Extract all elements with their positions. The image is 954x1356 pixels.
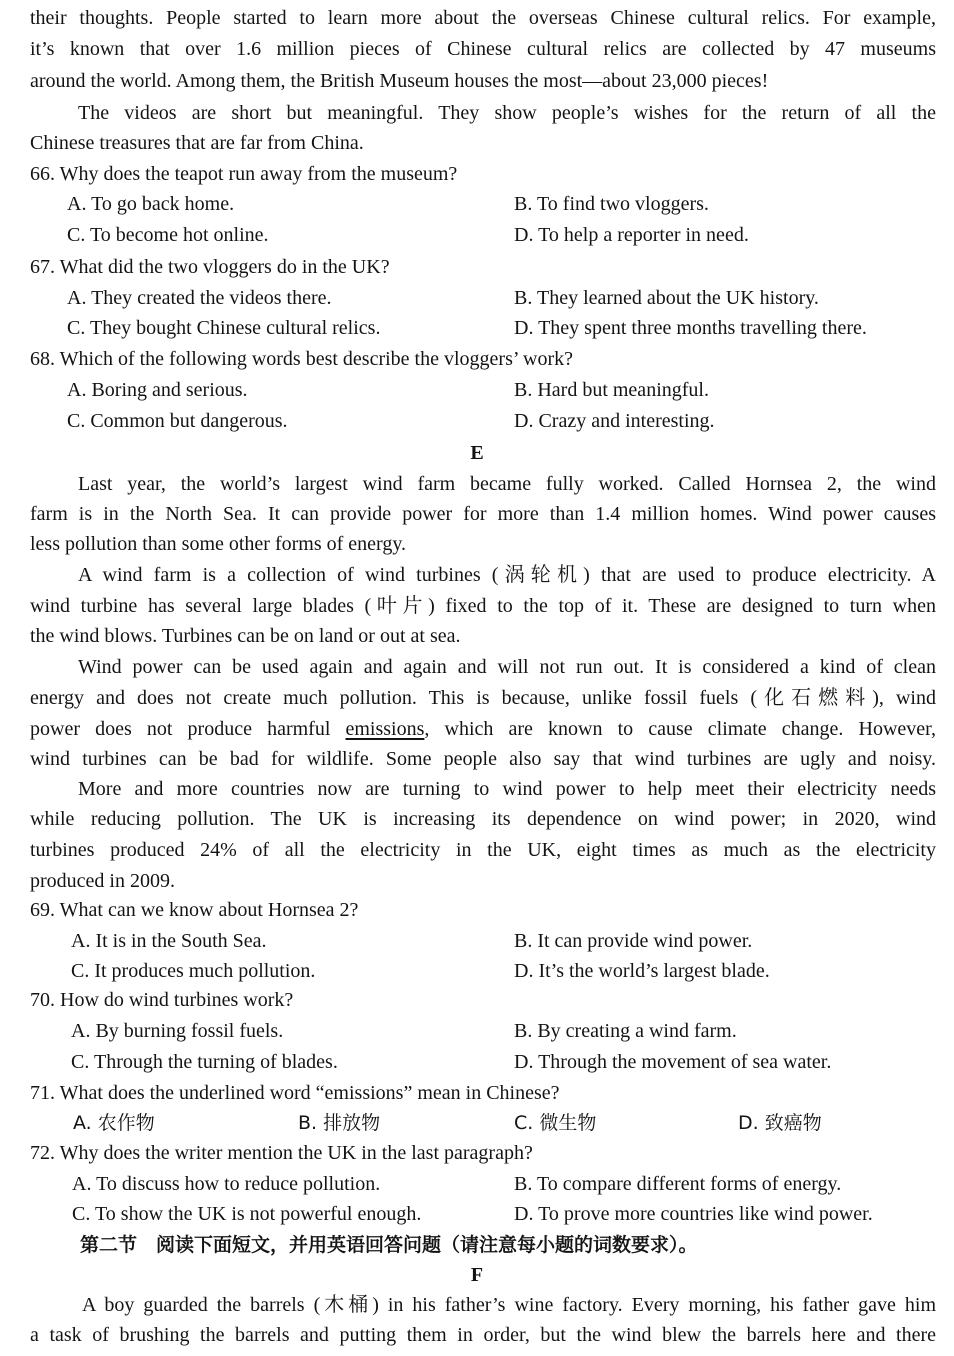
passage-d-line: Chinese treasures that are far from China. <box>30 132 364 154</box>
passage-d-line: their thoughts. People started to learn more about the overseas Chinese cultural relics. For example, <box>30 7 936 29</box>
passage-e-line: turbines produced 24% of all the electricity in the UK, eight times as much as the electricity <box>30 839 936 861</box>
option-69-d: D. It’s the world’s largest blade. <box>514 960 770 982</box>
passage-d-line: The videos are short but meaningful. They show people’s wishes for the return of all the <box>78 102 936 124</box>
passage-e-line: wind turbine has several large blades (叶片) fixed to the top of it. These are designed to turn when <box>30 595 936 617</box>
option-67-d: D. They spent three months travelling there. <box>514 317 867 339</box>
passage-e-line: A wind farm is a collection of wind turbines (涡轮机) that are used to produce electricity. A <box>78 564 936 586</box>
section-e-heading: E <box>470 442 484 464</box>
passage-e-line: wind turbines can be bad for wildlife. Some people also say that wind turbines are ugly and noisy. <box>30 748 936 770</box>
option-69-b: B. It can provide wind power. <box>514 930 753 952</box>
passage-e-line: More and more countries now are turning to wind power to help meet their electricity needs <box>78 778 936 800</box>
option-71-a: A. 农作物 <box>73 1112 155 1134</box>
option-71-c: C. 微生物 <box>514 1112 597 1134</box>
option-70-c: C. Through the turning of blades. <box>71 1051 338 1073</box>
option-71-b: B. 排放物 <box>298 1112 381 1134</box>
option-67-a: A. They created the videos there. <box>67 287 332 309</box>
question-69: 69. What can we know about Hornsea 2? <box>30 899 359 921</box>
question-70: 70. How do wind turbines work? <box>30 989 294 1011</box>
option-72-c: C. To show the UK is not powerful enough. <box>72 1203 422 1225</box>
passage-e-line: less pollution than some other forms of energy. <box>30 533 407 555</box>
question-67: 67. What did the two vloggers do in the UK? <box>30 256 390 278</box>
section-instruction: 第二节 阅读下面短文，并用英语回答问题（请注意每小题的词数要求）。 <box>80 1234 698 1256</box>
option-66-b: B. To find two vloggers. <box>514 193 709 215</box>
passage-e-line: Last year, the world’s largest wind farm became fully worked. Called Hornsea 2, the wind <box>78 473 936 495</box>
option-72-a: A. To discuss how to reduce pollution. <box>72 1173 381 1195</box>
option-68-b: B. Hard but meaningful. <box>514 379 709 401</box>
option-68-c: C. Common but dangerous. <box>67 410 288 432</box>
passage-f-line: a task of brushing the barrels and putting them in order, but the wind blew the barrels here and there <box>30 1324 936 1346</box>
option-70-b: B. By creating a wind farm. <box>514 1020 737 1042</box>
option-68-a: A. Boring and serious. <box>67 379 248 401</box>
text-segment: , which are known to cause climate change. However, <box>424 718 937 740</box>
option-70-d: D. Through the movement of sea water. <box>514 1051 832 1073</box>
passage-e-line: produced in 2009. <box>30 870 175 892</box>
passage-e-line: the wind blows. Turbines can be on land or out at sea. <box>30 625 461 647</box>
section-f-heading: F <box>470 1264 484 1286</box>
passage-e-line: energy and does not create much pollution. This is because, unlike fossil fuels (化石燃料), wind <box>30 687 936 709</box>
option-66-d: D. To help a reporter in need. <box>514 224 749 246</box>
option-66-c: C. To become hot online. <box>67 224 269 246</box>
option-71-d: D. 致癌物 <box>738 1112 822 1134</box>
question-71: 71. What does the underlined word “emissions” mean in Chinese? <box>30 1082 560 1104</box>
passage-e-line: farm is in the North Sea. It can provide power for more than 1.4 million homes. Wind power causes <box>30 503 936 525</box>
option-67-b: B. They learned about the UK history. <box>514 287 819 309</box>
passage-e-line: while reducing pollution. The UK is increasing its dependence on wind power; in 2020, wind <box>30 808 936 830</box>
question-66: 66. Why does the teapot run away from the museum? <box>30 163 458 185</box>
option-72-d: D. To prove more countries like wind power. <box>514 1203 873 1225</box>
option-67-c: C. They bought Chinese cultural relics. <box>67 317 381 339</box>
underlined-word-emissions: emissions <box>345 718 425 740</box>
option-69-c: C. It produces much pollution. <box>71 960 316 982</box>
passage-e-line: Wind power can be used again and again and will not run out. It is considered a kind of clean <box>78 656 936 678</box>
passage-e-line <box>30 714 936 744</box>
option-72-b: B. To compare different forms of energy. <box>514 1173 842 1195</box>
option-70-a: A. By burning fossil fuels. <box>71 1020 284 1042</box>
question-72: 72. Why does the writer mention the UK in the last paragraph? <box>30 1142 533 1164</box>
passage-d-line: it’s known that over 1.6 million pieces of Chinese cultural relics are collected by 47 museums <box>30 38 936 60</box>
option-69-a: A. It is in the South Sea. <box>71 930 267 952</box>
passage-d-line: around the world. Among them, the British Museum houses the most—about 23,000 pieces! <box>30 70 769 92</box>
option-68-d: D. Crazy and interesting. <box>514 410 715 432</box>
passage-f-line: A boy guarded the barrels (木桶) in his father’s wine factory. Every morning, his father gave him <box>82 1294 936 1316</box>
option-66-a: A. To go back home. <box>67 193 235 215</box>
question-68: 68. Which of the following words best describe the vloggers’ work? <box>30 348 574 370</box>
text-segment: power does not produce harmful <box>30 718 346 740</box>
